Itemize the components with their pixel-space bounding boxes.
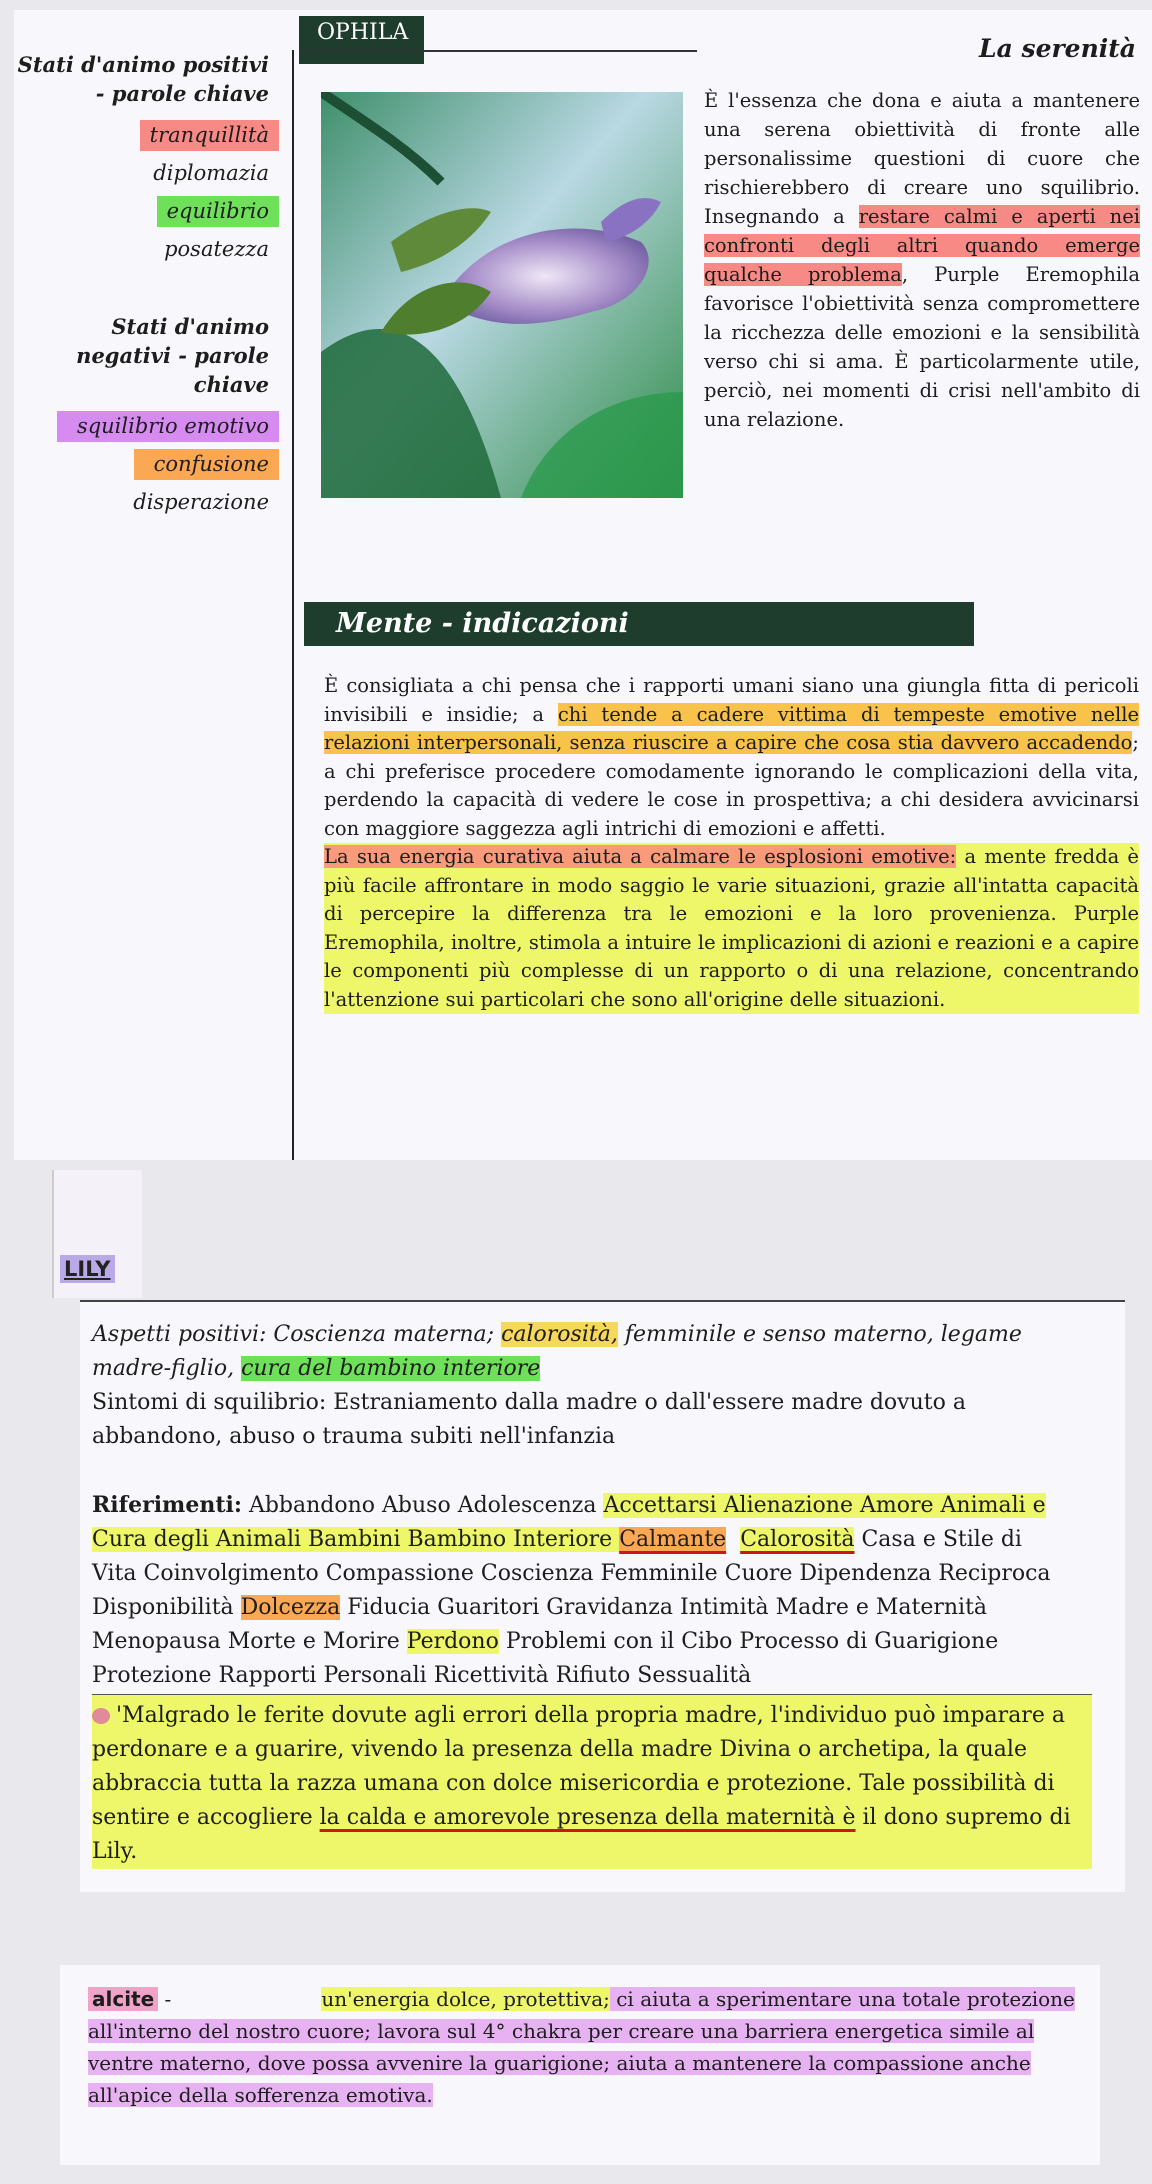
keyword: disperazione <box>133 490 269 514</box>
lily-clipping <box>80 1300 1125 1892</box>
keyword: diplomazia <box>153 161 269 185</box>
highlight: Dolcezza <box>240 1595 341 1620</box>
highlight: Calorosità <box>740 1527 855 1552</box>
highlight: ci aiuta a sperimentare una totale protezione all'interno del nostro cuore; lavora sul 4° chakra per creare una barriera energetica simile al ventre materno, dove possa avvenire la guarigione; aiuta a mantenere la compassione anche all'apice della sofferenza emotiva. <box>88 1987 1075 2107</box>
mente-banner: Mente - indicazioni <box>304 602 974 646</box>
keywords-sidebar <box>14 50 279 523</box>
underlined-text: la calda e amorevole presenza della maternità è <box>319 1805 856 1830</box>
keyword: tranquillità <box>140 120 279 151</box>
alcite-clipping <box>60 1965 1100 2165</box>
mente-text: È consigliata a chi pensa che i rapporti umani siano una giungla fitta di pericoli invisibili e insidie; a chi tende a cadere vittima di tempeste emotive nelle relazioni interpersonali, senza riuscire a capire che cosa stia davvero accadendo; a chi preferisce procedere comodamente ignorando le complicazioni della vita, perdendo la capacità di vedere le cose in prospettiva; a chi desidera avvicinarsi con maggiore saggezza agli intrichi di emozioni e affetti. La sua energia curativa aiuta a calmare le esplosioni emotive: a mente fredda è più facile affrontare in modo saggio le varie situazioni, grazie all'intatta capacità di percepire la differenza tra le emozioni e la loro provenienza. Purple Eremophila, inoltre, stimola a intuire le implicazioni di azioni e reazioni e a capire le componenti più complesse di un rapporto o di una relazione, concentrando l'attenzione sui particolari che sono all'origine delle situazioni. <box>324 672 1139 1014</box>
keyword: equilibrio <box>157 196 279 227</box>
eremophila-clipping <box>14 10 1152 1160</box>
highlight: un'energia dolce, protettiva; <box>321 1987 610 2011</box>
lily-text: Aspetti positivi: Coscienza materna; calorosità, femminile e senso materno, legame madre-figlio, cura del bambino interiore Sintomi di squilibrio: Estraniamento dalla madre o dall'essere madre dovuto a abbandono, abuso o trauma subiti nell'infanzia Riferimenti: Abbandono Abuso Adolescenza Accettarsi Alienazione Amore Animali e Cura degli Animali Bambini Bambino Interiore Calmante Calorosità Casa e Stile di Vita Coinvolgimento Compassione Coscienza Femminile Cuore Dipendenza Reciproca Disponibilità Dolcezza Fiducia Guaritori Gravidanza Intimità Madre e Maternità Menopausa Morte e Morire Perdono Problemi con il Cibo Processo di Guarigione Protezione Rapporti Personali Ricettività Rifiuto Sessualità <box>92 1318 1067 1693</box>
highlight: cura del bambino interiore <box>241 1356 541 1381</box>
keyword: squilibrio emotivo <box>57 411 279 442</box>
highlight: Perdono <box>406 1629 499 1654</box>
positive-heading: Stati d'animo positivi - parole chiave <box>17 52 269 106</box>
references: Riferimenti: Abbandono Abuso Adolescenza Accettarsi Alienazione Amore Animali e Cura degli Animali Bambini Bambino Interiore Calmante Calorosità Casa e Stile di Vita Coinvolgimento Compassione Coscienza Femminile Cuore Dipendenza Reciproca Disponibilità Dolcezza Fiducia Guaritori Gravidanza Intimità Madre e Maternità Menopausa Morte e Morire Perdono Problemi con il Cibo Processo di Guarigione Protezione Rapporti Personali Ricettività Rifiuto Sessualità <box>92 1492 1051 1688</box>
keyword: posatezza <box>164 237 269 261</box>
negative-heading: Stati d'animo negativi - parole chiave <box>76 314 269 397</box>
section-tab: OPHILA <box>299 16 424 64</box>
lily-quote: 'Malgrado le ferite dovute agli errori della propria madre, l'individuo può imparare a perdonare e a guarire, vivendo la presenza della madre Divina o archetipa, la quale abbraccia tutta la razza umana con dolce misericordia e protezione. Tale possibilità di sentire e accogliere la calda e amorevole presenza della maternità è il dono supremo di Lily. <box>92 1694 1092 1869</box>
divider <box>299 50 697 52</box>
serenita-title: La serenità <box>979 34 1136 63</box>
column-rule <box>292 50 294 1160</box>
alcite-text: alcite - un'energia dolce, protettiva; ci aiuta a sperimentare una totale protezione all'interno del nostro cuore; lavora sul 4° chakra per creare una barriera energetica simile al ventre materno, dove possa avvenire la guarigione; aiuta a mantenere la compassione anche all'apice della sofferenza emotiva. <box>88 1987 1075 2107</box>
serenita-text: È l'essenza che dona e aiuta a mantenere una serena obiettività di fronte alle personalissime questioni di cuore che rischierebbero di creare uno squilibrio. Insegnando a restare calmi e aperti nei confronti degli altri quando emerge qualche problema, Purple Eremophila favorisce l'obiettività senza compromettere la ricchezza delle emozioni e la sensibilità verso chi si ama. È particolarmente utile, perciò, nei momenti di crisi nell'ambito di una relazione. <box>704 89 1140 431</box>
flower-photo <box>321 92 683 498</box>
alcite-label: alcite <box>88 1987 158 2011</box>
lily-label: LILY <box>60 1255 115 1283</box>
sympt-text: Sintomi di squilibrio: Estraniamento dalla madre o dall'essere madre dovuto a abbandono, abuso o trauma subiti nell'infanzia <box>92 1390 966 1449</box>
highlight: restare calmi e aperti nei confronti degli altri quando emerge qualche problema <box>704 205 1140 286</box>
highlight: chi tende a cadere vittima di tempeste emotive nelle relazioni interpersonali, senza riuscire a capire che cosa stia davvero accadendo <box>324 702 1139 754</box>
keyword: confusione <box>134 449 279 480</box>
highlight: calorosità, <box>501 1322 618 1347</box>
highlight: Calmante <box>619 1527 727 1552</box>
highlight: La sua energia curativa aiuta a calmare le esplosioni emotive: <box>324 845 957 868</box>
flower-icon <box>92 1708 110 1724</box>
